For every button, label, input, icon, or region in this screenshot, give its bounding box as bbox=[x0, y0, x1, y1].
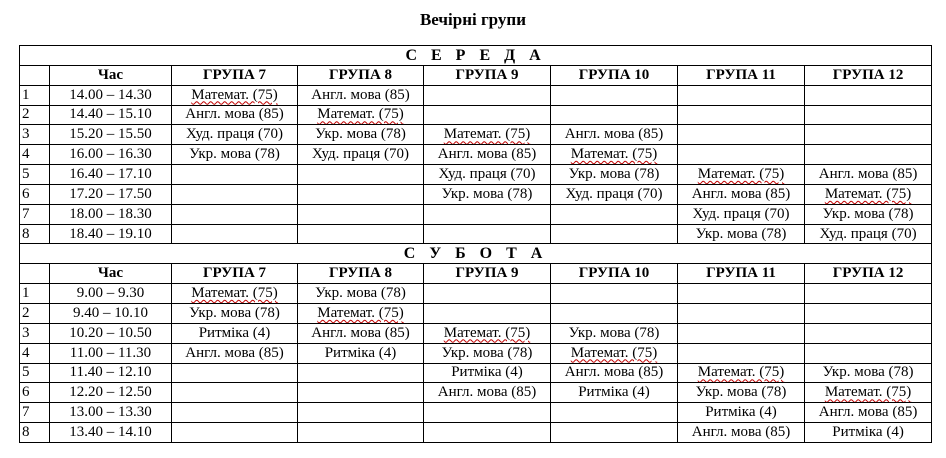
table-row bbox=[20, 85, 932, 105]
subject-cell bbox=[805, 403, 932, 423]
subject-cell bbox=[805, 343, 932, 363]
subject-label: Англ. мова (85) bbox=[691, 185, 791, 202]
lesson-time: 11.00 – 11.30 bbox=[50, 343, 172, 363]
subject-cell bbox=[298, 284, 424, 304]
subject-cell bbox=[551, 105, 678, 125]
header-row bbox=[20, 264, 932, 284]
group-column-header: ГРУПА 7 bbox=[172, 264, 298, 284]
subject-cell bbox=[298, 204, 424, 224]
subject-label: Худ. праця (70) bbox=[185, 126, 284, 143]
subject-cell bbox=[298, 184, 424, 204]
subject-cell bbox=[298, 343, 424, 363]
subject-cell bbox=[424, 125, 551, 145]
subject-cell bbox=[172, 204, 298, 224]
lesson-number: 8 bbox=[20, 224, 50, 244]
header-blank-cell bbox=[20, 65, 50, 85]
subject-label: Ритміка (4) bbox=[705, 404, 777, 421]
subject-label: Математ. (75) bbox=[191, 86, 278, 103]
table-row bbox=[20, 303, 932, 323]
subject-cell bbox=[678, 125, 805, 145]
subject-cell bbox=[172, 303, 298, 323]
subject-label: Математ. (75) bbox=[191, 285, 278, 302]
group-column-header: ГРУПА 11 bbox=[678, 264, 805, 284]
subject-cell bbox=[805, 284, 932, 304]
subject-label: Математ. (75) bbox=[570, 146, 658, 163]
subject-cell bbox=[805, 423, 932, 443]
subject-label: Англ. мова (85) bbox=[437, 384, 537, 401]
subject-cell bbox=[805, 165, 932, 185]
lesson-time: 13.00 – 13.30 bbox=[50, 403, 172, 423]
subject-label: Ритміка (4) bbox=[451, 364, 523, 381]
lesson-number: 1 bbox=[20, 85, 50, 105]
group-column-header: ГРУПА 8 bbox=[298, 264, 424, 284]
subject-label: Укр. мова (78) bbox=[441, 344, 533, 361]
subject-label: Англ. мова (85) bbox=[691, 423, 791, 440]
subject-cell bbox=[298, 85, 424, 105]
group-column-header: ГРУПА 7 bbox=[172, 65, 298, 85]
subject-label: Ритміка (4) bbox=[832, 423, 904, 440]
time-column-header: Час bbox=[50, 264, 172, 284]
subject-label: Англ. мова (85) bbox=[818, 165, 918, 182]
group-column-header: ГРУПА 8 bbox=[298, 65, 424, 85]
group-column-header: ГРУПА 9 bbox=[424, 65, 551, 85]
subject-cell bbox=[551, 284, 678, 304]
subject-cell bbox=[172, 165, 298, 185]
subject-cell bbox=[424, 383, 551, 403]
subject-label: Ритміка (4) bbox=[324, 344, 397, 361]
subject-label: Англ. мова (85) bbox=[564, 364, 664, 381]
table-row bbox=[20, 165, 932, 185]
lesson-time: 13.40 – 14.10 bbox=[50, 423, 172, 443]
subject-cell bbox=[678, 343, 805, 363]
subject-label: Укр. мова (78) bbox=[695, 225, 787, 242]
subject-cell bbox=[424, 145, 551, 165]
schedule-table bbox=[19, 45, 932, 443]
subject-cell bbox=[424, 323, 551, 343]
subject-cell bbox=[172, 125, 298, 145]
lesson-number: 5 bbox=[20, 363, 50, 383]
subject-cell bbox=[805, 184, 932, 204]
time-column-header: Час bbox=[50, 65, 172, 85]
subject-label: Англ. мова (85) bbox=[185, 106, 284, 123]
subject-cell bbox=[678, 423, 805, 443]
subject-cell bbox=[805, 363, 932, 383]
table-row bbox=[20, 403, 932, 423]
subject-cell bbox=[298, 423, 424, 443]
page-title: Вечірні групи bbox=[419, 10, 527, 29]
subject-cell bbox=[424, 403, 551, 423]
subject-cell bbox=[678, 105, 805, 125]
subject-cell bbox=[298, 105, 424, 125]
table-row bbox=[20, 284, 932, 304]
subject-label: Укр. мова (78) bbox=[822, 364, 914, 381]
subject-cell bbox=[424, 105, 551, 125]
subject-cell bbox=[298, 303, 424, 323]
subject-label: Математ. (75) bbox=[443, 324, 531, 341]
subject-label: Англ. мова (85) bbox=[564, 126, 664, 143]
subject-label: Математ. (75) bbox=[824, 384, 912, 401]
subject-label: Математ. (75) bbox=[317, 304, 404, 321]
subject-cell bbox=[424, 343, 551, 363]
subject-cell bbox=[805, 145, 932, 165]
lesson-number: 3 bbox=[20, 323, 50, 343]
subject-cell bbox=[678, 383, 805, 403]
subject-label: Математ. (75) bbox=[443, 126, 531, 143]
subject-cell bbox=[805, 323, 932, 343]
schedule-body bbox=[20, 46, 932, 443]
day-name: С Е Р Е Д А bbox=[20, 46, 932, 66]
lesson-time: 11.40 – 12.10 bbox=[50, 363, 172, 383]
subject-label: Англ. мова (85) bbox=[311, 324, 410, 341]
subject-cell bbox=[424, 204, 551, 224]
subject-label: Математ. (75) bbox=[697, 364, 785, 381]
lesson-number: 1 bbox=[20, 284, 50, 304]
subject-cell bbox=[678, 145, 805, 165]
subject-label: Ритміка (4) bbox=[578, 384, 650, 401]
group-column-header: ГРУПА 10 bbox=[551, 264, 678, 284]
subject-label: Укр. мова (78) bbox=[189, 146, 280, 163]
subject-cell bbox=[424, 85, 551, 105]
group-column-header: ГРУПА 11 bbox=[678, 65, 805, 85]
subject-cell bbox=[678, 363, 805, 383]
lesson-number: 3 bbox=[20, 125, 50, 145]
subject-cell bbox=[678, 85, 805, 105]
subject-label: Укр. мова (78) bbox=[568, 324, 660, 341]
subject-cell bbox=[172, 184, 298, 204]
table-row bbox=[20, 125, 932, 145]
subject-cell bbox=[551, 423, 678, 443]
subject-cell bbox=[678, 284, 805, 304]
subject-cell bbox=[805, 85, 932, 105]
lesson-time: 10.20 – 10.50 bbox=[50, 323, 172, 343]
lesson-number: 2 bbox=[20, 303, 50, 323]
subject-label: Укр. мова (78) bbox=[315, 285, 406, 302]
subject-label: Укр. мова (78) bbox=[695, 384, 787, 401]
subject-cell bbox=[551, 125, 678, 145]
lesson-number: 2 bbox=[20, 105, 50, 125]
subject-cell bbox=[172, 383, 298, 403]
subject-cell bbox=[298, 125, 424, 145]
header-blank-cell bbox=[20, 264, 50, 284]
lesson-time: 16.00 – 16.30 bbox=[50, 145, 172, 165]
subject-cell bbox=[172, 323, 298, 343]
header-row bbox=[20, 65, 932, 85]
table-row bbox=[20, 423, 932, 443]
lesson-number: 8 bbox=[20, 423, 50, 443]
subject-label: Англ. мова (85) bbox=[818, 404, 918, 421]
subject-cell bbox=[551, 184, 678, 204]
subject-label: Англ. мова (85) bbox=[437, 146, 537, 163]
lesson-number: 4 bbox=[20, 343, 50, 363]
lesson-number: 4 bbox=[20, 145, 50, 165]
subject-label: Худ. праця (70) bbox=[692, 205, 790, 222]
subject-cell bbox=[551, 85, 678, 105]
table-row bbox=[20, 323, 932, 343]
subject-cell bbox=[298, 145, 424, 165]
subject-cell bbox=[678, 204, 805, 224]
table-row bbox=[20, 383, 932, 403]
subject-cell bbox=[298, 363, 424, 383]
subject-cell bbox=[678, 165, 805, 185]
lesson-time: 16.40 – 17.10 bbox=[50, 165, 172, 185]
subject-cell bbox=[424, 165, 551, 185]
lesson-time: 18.00 – 18.30 bbox=[50, 204, 172, 224]
subject-label: Укр. мова (78) bbox=[189, 304, 280, 321]
subject-cell bbox=[805, 383, 932, 403]
subject-cell bbox=[551, 145, 678, 165]
subject-cell bbox=[298, 383, 424, 403]
lesson-time: 9.00 – 9.30 bbox=[50, 284, 172, 304]
subject-cell bbox=[172, 105, 298, 125]
subject-cell bbox=[172, 284, 298, 304]
subject-cell bbox=[678, 323, 805, 343]
lesson-time: 14.40 – 15.10 bbox=[50, 105, 172, 125]
lesson-number: 6 bbox=[20, 383, 50, 403]
subject-cell bbox=[551, 363, 678, 383]
group-column-header: ГРУПА 12 bbox=[805, 264, 932, 284]
subject-cell bbox=[551, 224, 678, 244]
table-row bbox=[20, 343, 932, 363]
subject-cell bbox=[424, 423, 551, 443]
subject-label: Худ. праця (70) bbox=[819, 225, 917, 242]
subject-label: Математ. (75) bbox=[697, 165, 785, 182]
subject-cell bbox=[298, 323, 424, 343]
subject-label: Укр. мова (78) bbox=[822, 205, 914, 222]
subject-cell bbox=[298, 403, 424, 423]
subject-cell bbox=[805, 125, 932, 145]
subject-cell bbox=[172, 224, 298, 244]
table-row bbox=[20, 224, 932, 244]
subject-cell bbox=[805, 204, 932, 224]
day-banner-row bbox=[20, 46, 932, 66]
subject-label: Укр. мова (78) bbox=[315, 126, 406, 143]
subject-cell bbox=[551, 323, 678, 343]
subject-label: Англ. мова (85) bbox=[185, 344, 284, 361]
lesson-time: 12.20 – 12.50 bbox=[50, 383, 172, 403]
subject-cell bbox=[551, 165, 678, 185]
subject-label: Укр. мова (78) bbox=[441, 185, 533, 202]
subject-cell bbox=[805, 105, 932, 125]
subject-cell bbox=[678, 224, 805, 244]
table-row bbox=[20, 363, 932, 383]
day-name: С У Б О Т А bbox=[20, 244, 932, 264]
subject-cell bbox=[298, 224, 424, 244]
lesson-number: 7 bbox=[20, 204, 50, 224]
table-row bbox=[20, 204, 932, 224]
subject-cell bbox=[551, 383, 678, 403]
subject-cell bbox=[551, 303, 678, 323]
lesson-time: 15.20 – 15.50 bbox=[50, 125, 172, 145]
subject-cell bbox=[551, 204, 678, 224]
subject-cell bbox=[424, 284, 551, 304]
lesson-number: 7 bbox=[20, 403, 50, 423]
subject-cell bbox=[551, 343, 678, 363]
lesson-time: 18.40 – 19.10 bbox=[50, 224, 172, 244]
table-row bbox=[20, 145, 932, 165]
lesson-number: 6 bbox=[20, 184, 50, 204]
subject-cell bbox=[172, 145, 298, 165]
subject-cell bbox=[805, 303, 932, 323]
group-column-header: ГРУПА 9 bbox=[424, 264, 551, 284]
subject-label: Математ. (75) bbox=[570, 344, 658, 361]
subject-label: Ритміка (4) bbox=[198, 324, 271, 341]
subject-label: Англ. мова (85) bbox=[311, 86, 410, 103]
subject-cell bbox=[172, 403, 298, 423]
lesson-number: 5 bbox=[20, 165, 50, 185]
subject-cell bbox=[424, 363, 551, 383]
table-row bbox=[20, 105, 932, 125]
subject-cell bbox=[172, 363, 298, 383]
subject-label: Математ. (75) bbox=[824, 185, 912, 202]
table-row bbox=[20, 184, 932, 204]
subject-label: Укр. мова (78) bbox=[568, 165, 660, 182]
lesson-time: 14.00 – 14.30 bbox=[50, 85, 172, 105]
subject-label: Худ. праця (70) bbox=[565, 185, 663, 202]
subject-cell bbox=[172, 85, 298, 105]
subject-label: Худ. праця (70) bbox=[438, 165, 536, 182]
subject-cell bbox=[805, 224, 932, 244]
subject-cell bbox=[678, 184, 805, 204]
subject-cell bbox=[551, 403, 678, 423]
group-column-header: ГРУПА 12 bbox=[805, 65, 932, 85]
lesson-time: 17.20 – 17.50 bbox=[50, 184, 172, 204]
subject-cell bbox=[424, 303, 551, 323]
subject-cell bbox=[298, 165, 424, 185]
subject-label: Математ. (75) bbox=[317, 106, 404, 123]
group-column-header: ГРУПА 10 bbox=[551, 65, 678, 85]
subject-cell bbox=[172, 423, 298, 443]
subject-cell bbox=[424, 184, 551, 204]
subject-cell bbox=[678, 303, 805, 323]
subject-cell bbox=[172, 343, 298, 363]
subject-cell bbox=[678, 403, 805, 423]
lesson-time: 9.40 – 10.10 bbox=[50, 303, 172, 323]
subject-label: Худ. праця (70) bbox=[311, 146, 410, 163]
subject-cell bbox=[424, 224, 551, 244]
day-banner-row bbox=[20, 244, 932, 264]
